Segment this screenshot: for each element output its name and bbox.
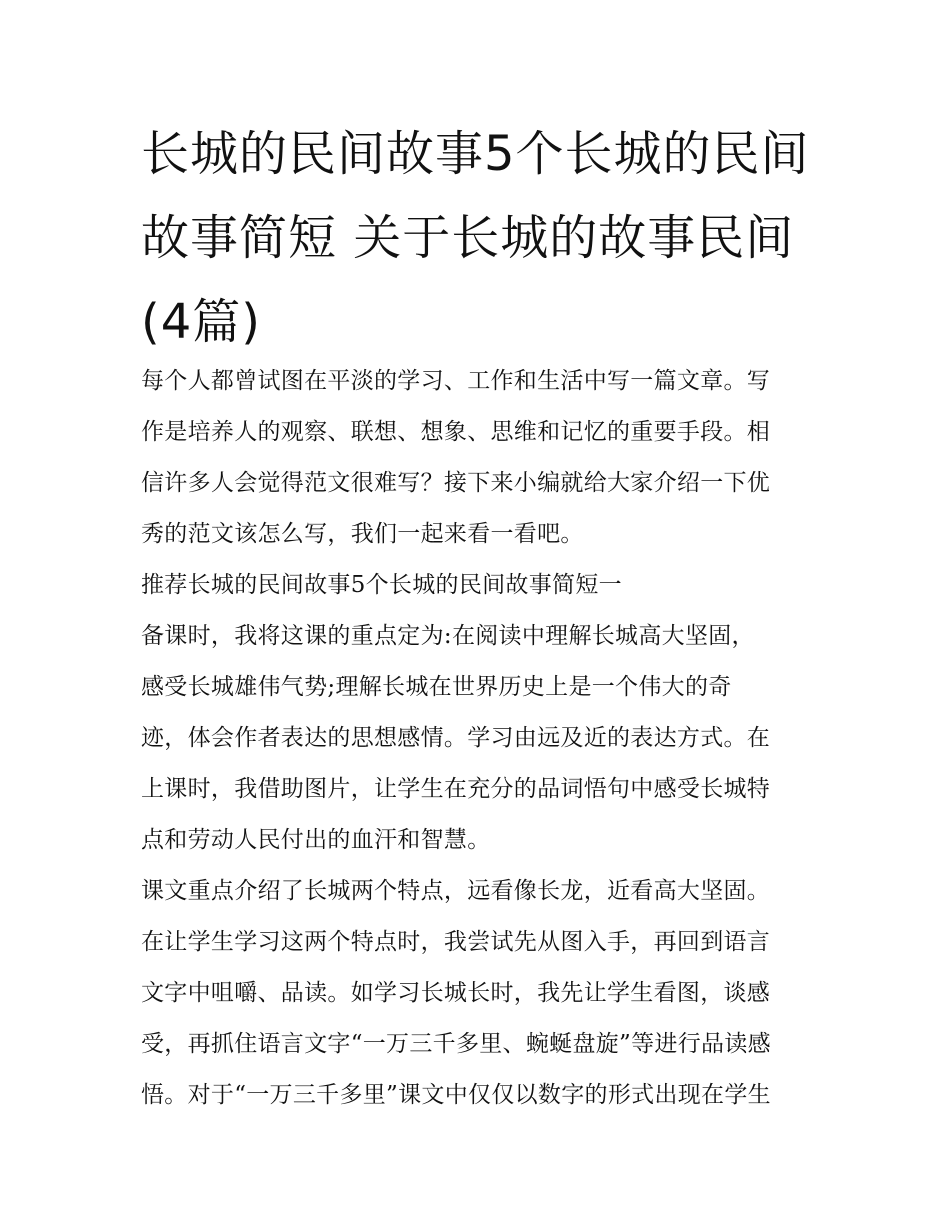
body-line: 备课时，我将这课的重点定为:在阅读中理解长城高大坚固， — [141, 623, 755, 649]
body-line: 点和劳动人民付出的血汗和智慧。 — [141, 827, 491, 853]
body-line: 受，再抓住语言文字“一万三千多里、蜿蜒盘旋”等进行品读感 — [141, 1031, 771, 1057]
body-line: 课文重点介绍了长城两个特点，远看像长龙，近看高大坚固。 — [141, 878, 771, 904]
body-line: 上课时，我借助图片，让学生在充分的品词悟句中感受长城特 — [141, 776, 771, 802]
document-body — [141, 356, 817, 1121]
body-line: 悟。对于“一万三千多里”课文中仅仅以数字的形式出现在学生 — [141, 1082, 771, 1108]
body-line: 每个人都曾试图在平淡的学习、工作和生活中写一篇文章。写 — [141, 368, 771, 394]
body-line: 感受长城雄伟气势;理解长城在世界历史上是一个伟大的奇 — [141, 674, 732, 700]
body-line: 文字中咀嚼、品读。如学习长城长时，我先让学生看图，谈感 — [141, 980, 771, 1006]
body-line: 推荐长城的民间故事5个长城的民间故事简短一 — [141, 572, 622, 598]
body-line: 信许多人会觉得范文很难写？接下来小编就给大家介绍一下优 — [141, 470, 771, 496]
body-line: 迹，体会作者表达的思想感情。学习由远及近的表达方式。在 — [141, 725, 771, 751]
body-line: 秀的范文该怎么写，我们一起来看一看吧。 — [141, 521, 584, 547]
body-line: 作是培养人的观察、联想、想象、思维和记忆的重要手段。相 — [141, 419, 771, 445]
body-line: 在让学生学习这两个特点时，我尝试先从图入手，再回到语言 — [141, 929, 771, 955]
document-title: 长城的民间故事5个长城的民间故事简短 关于长城的故事民间(4篇) — [141, 126, 810, 350]
